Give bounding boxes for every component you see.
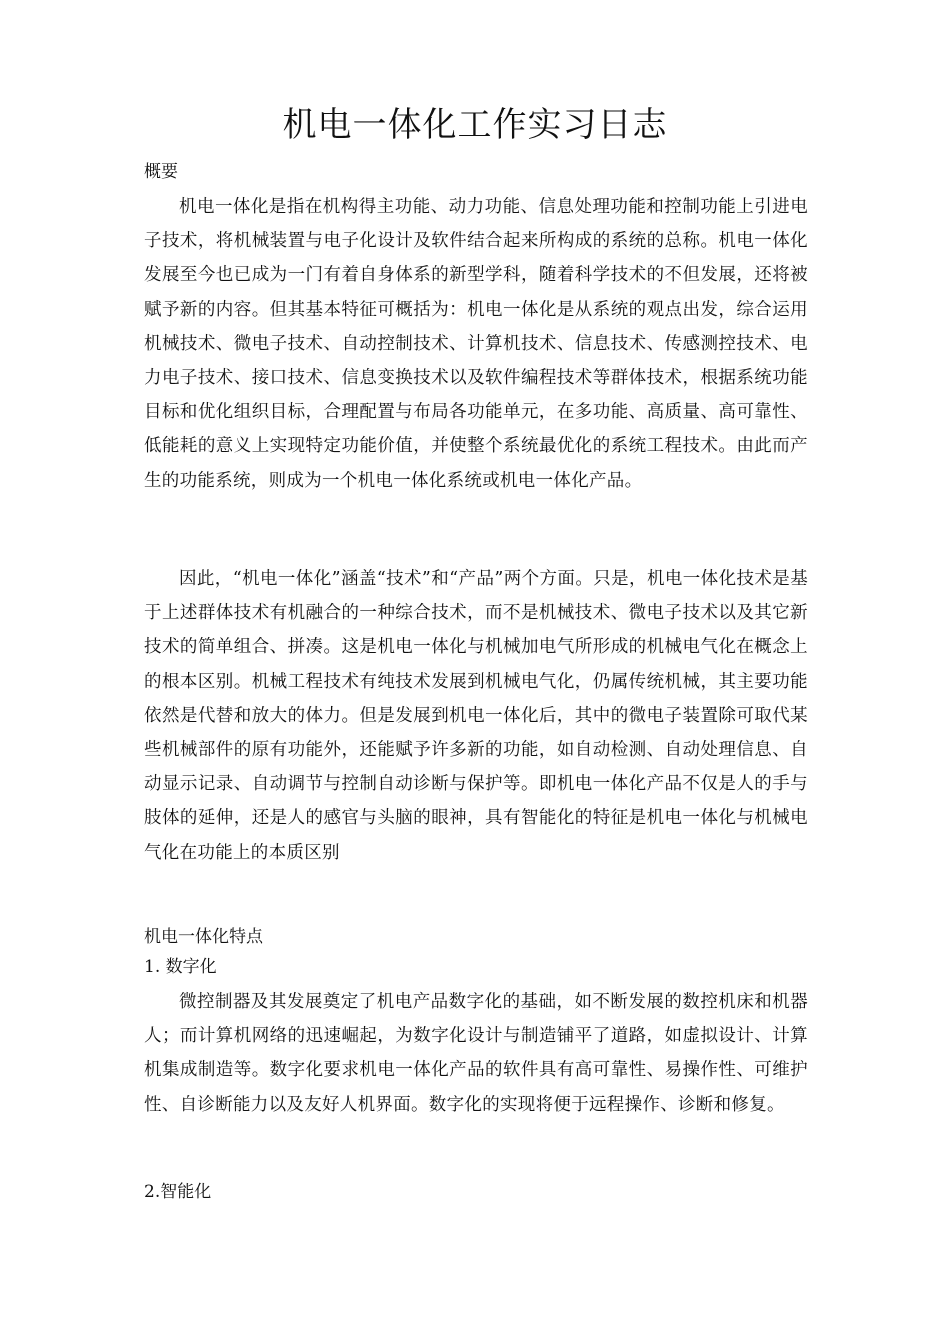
summary-heading: 概要	[144, 162, 178, 182]
section-1-heading: 1. 数字化	[144, 957, 217, 977]
summary-paragraph-2: 因此，“机电一体化”涵盖“技术”和“产品”两个方面。只是，机电一体化技术是基于上述群体技术有机融合的一种综合技术，而不是机械技术、微电子技术以及其它新技术的简单组合、拼凑。这是机电一体化与机械加电气所形成的机械电气化在概念上的根本区别。机械工程技术有纯技术发展到机械电气化，仍属传统机械，其主要功能依然是代替和放大的体力。但是发展到机电一体化后，其中的微电子装置除可取代某些机械部件的原有功能外，还能赋予许多新的功能，如自动检测、自动处理信息、自动显示记录、自动调节与控制自动诊断与保护等。即机电一体化产品不仅是人的手与肢体的延伸，还是人的感官与头脑的眼神，具有智能化的特征是机电一体化与机械电气化在功能上的本质区别	[144, 569, 808, 863]
summary-paragraph-1: 机电一体化是指在机构得主功能、动力功能、信息处理功能和控制功能上引进电子技术，将机械装置与电子化设计及软件结合起来所构成的系统的总称。机电一体化发展至今也已成为一门有着自身体系的新型学科，随着科学技术的不但发展，还将被赋予新的内容。但其基本特征可概括为：机电一体化是从系统的观点出发，综合运用机械技术、微电子技术、自动控制技术、计算机技术、信息技术、传感测控技术、电力电子技术、接口技术、信息变换技术以及软件编程技术等群体技术，根据系统功能目标和优化组织目标，合理配置与布局各功能单元，在多功能、高质量、高可靠性、低能耗的意义上实现特定功能价值，并使整个系统最优化的系统工程技术。由此而产生的功能系统，则成为一个机电一体化系统或机电一体化产品。	[144, 197, 808, 491]
document-title: 机电一体化工作实习日志	[282, 105, 668, 145]
section-1-paragraph: 微控制器及其发展奠定了机电产品数字化的基础，如不断发展的数控机床和机器人；而计算机网络的迅速崛起，为数字化设计与制造铺平了道路，如虚拟设计、计算机集成制造等。数字化要求机电一体化产品的软件具有高可靠性、易操作性、可维护性、自诊断能力以及友好人机界面。数字化的实现将便于远程操作、诊断和修复。	[144, 992, 808, 1115]
section-2-heading: 2.智能化	[144, 1182, 212, 1202]
features-heading: 机电一体化特点	[144, 927, 263, 947]
